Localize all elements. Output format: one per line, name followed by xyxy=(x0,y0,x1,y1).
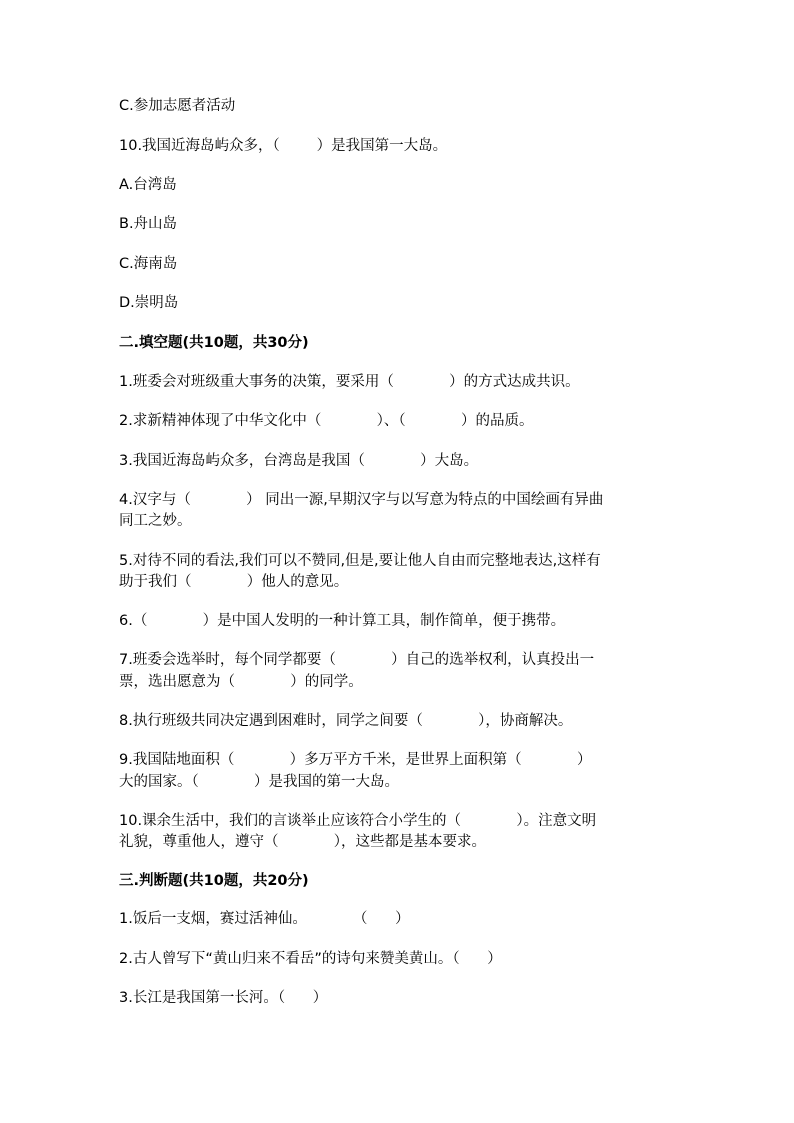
question-10-option-c: C.海南岛 xyxy=(119,256,178,272)
fill-question-7-line-1: 7.班委会选举时，每个同学都要（ ）自己的选举权利，认真投出一 xyxy=(119,652,595,668)
fill-question-8: 8.执行班级共同决定遇到困难时，同学之间要（ ），协商解决。 xyxy=(119,713,573,729)
fill-question-5-line-2: 助于我们（ ）他人的意见。 xyxy=(119,574,349,590)
judge-question-2: 2.古人曾写下“黄山归来不看岳”的诗句来赞美黄山。（ ） xyxy=(119,951,502,967)
section-3-heading: 三.判断题(共10题，共20分) xyxy=(119,873,309,889)
fill-question-7-line-2: 票，选出愿意为（ ）的同学。 xyxy=(119,674,363,690)
fill-question-10-line-2: 礼貌，尊重他人，遵守（ ），这些都是基本要求。 xyxy=(119,834,487,850)
fill-question-2: 2.求新精神体现了中华文化中（ ）、（ ）的品质。 xyxy=(119,413,534,429)
question-10-option-b: B.舟山岛 xyxy=(119,216,178,232)
fill-question-4-line-2: 同工之妙。 xyxy=(119,513,192,529)
fill-question-10-line-1: 10.课余生活中，我们的言谈举止应该符合小学生的（ ）。注意文明 xyxy=(119,813,597,829)
fill-question-1: 1.班委会对班级重大事务的决策，要采用（ ）的方式达成共识。 xyxy=(119,374,580,390)
fill-question-9-line-1: 9.我国陆地面积（ ）多万平方千米，是世界上面积第（ ） xyxy=(119,752,592,768)
fill-question-6: 6.（ ）是中国人发明的一种计算工具，制作简单，便于携带。 xyxy=(119,613,566,629)
fill-question-9-line-2: 大的国家。（ ）是我国的第一大岛。 xyxy=(119,774,400,790)
section-2-heading: 二.填空题(共10题，共30分) xyxy=(119,335,309,351)
question-10-option-d: D.崇明岛 xyxy=(119,295,179,311)
judge-question-3: 3.长江是我国第一长河。（ ） xyxy=(119,990,328,1006)
fill-question-3: 3.我国近海岛屿众多，台湾岛是我国（ ）大岛。 xyxy=(119,453,479,469)
fill-question-4-line-1: 4.汉字与（ ） 同出一源,早期汉字与以写意为特点的中国绘画有异曲 xyxy=(119,492,604,508)
option-c-volunteer: C.参加志愿者活动 xyxy=(119,98,236,114)
fill-question-5-line-1: 5.对待不同的看法,我们可以不赞同,但是,要让他人自由而完整地表达,这样有 xyxy=(119,553,601,569)
judge-question-1: 1.饭后一支烟，赛过活神仙。 （ ） xyxy=(119,911,410,927)
question-10-option-a: A.台湾岛 xyxy=(119,177,177,193)
question-10-stem: 10.我国近海岛屿众多，（ ）是我国第一大岛。 xyxy=(119,138,448,154)
